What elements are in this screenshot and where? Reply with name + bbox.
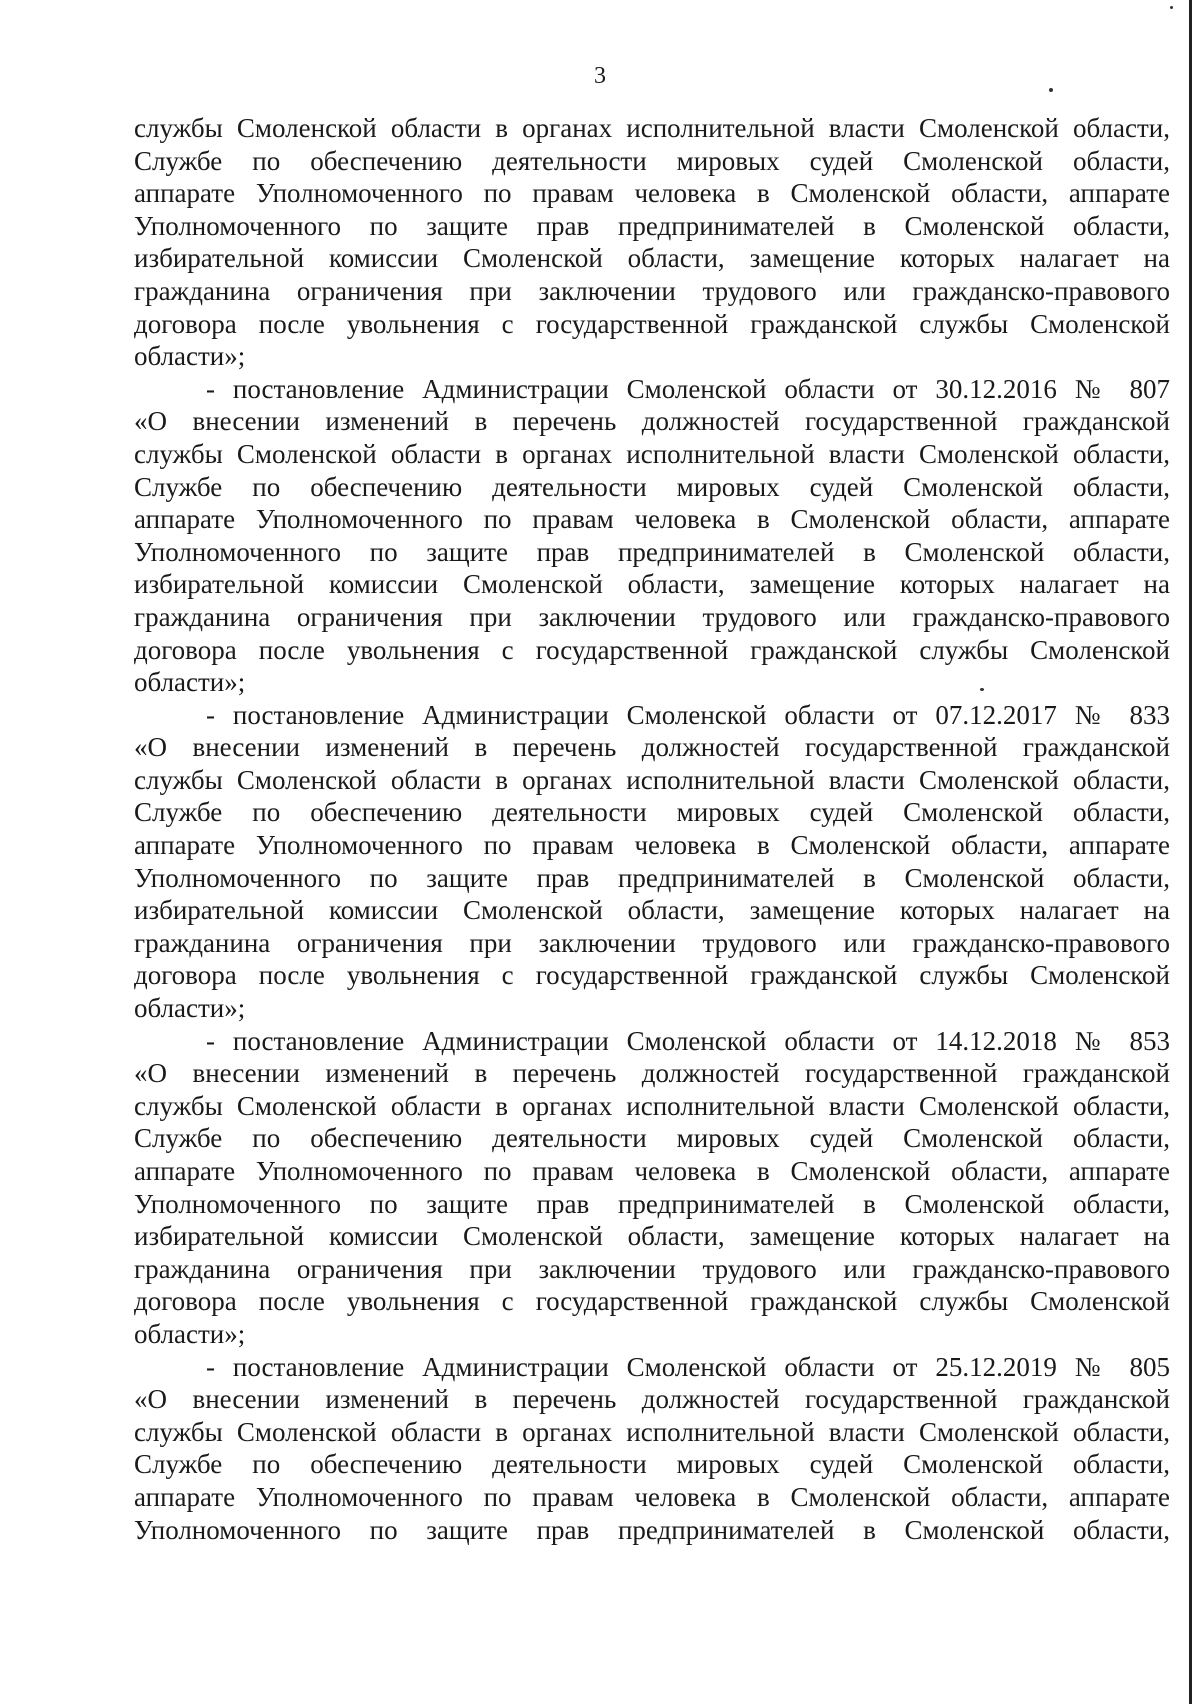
text-line: Уполномоченного по защите прав предпринимателей в Смоленской области,	[134, 210, 1170, 241]
text-line: аппарате Уполномоченного по правам человека в Смоленской области, аппарате	[134, 504, 1170, 535]
text-line: службы Смоленской области в органах исполнительной власти Смоленской области,	[134, 438, 1170, 469]
text-line: гражданина ограничения при заключении трудового или гражданско-правового	[134, 927, 1170, 958]
text-line: аппарате Уполномоченного по правам человека в Смоленской области, аппарате	[134, 830, 1170, 861]
text-line: избирательной комиссии Смоленской области, замещение которых налагает на	[134, 569, 1170, 600]
text-line: аппарате Уполномоченного по правам человека в Смоленской области, аппарате	[134, 1156, 1170, 1186]
text-line: договора после увольнения с государственной гражданской службы Смоленской	[134, 960, 1170, 991]
page-number: 3	[594, 63, 606, 89]
text-line: Службе по обеспечению деятельности мировых судей Смоленской области,	[134, 145, 1170, 176]
text-line: области»;	[134, 667, 246, 698]
text-line: аппарате Уполномоченного по правам человека в Смоленской области, аппарате	[134, 178, 1170, 209]
text-line: гражданина ограничения при заключении трудового или гражданско-правового	[134, 601, 1170, 632]
text-line: Уполномоченного по защите прав предпринимателей в Смоленской области,	[134, 862, 1170, 893]
scan-speck	[1170, 6, 1173, 9]
list-item-start-line: - постановление Администрации Смоленской области от 07.12.2017 № 833	[206, 699, 1170, 730]
text-line: области»;	[134, 993, 246, 1024]
document-body	[134, 112, 1170, 1546]
text-line: Уполномоченного по защите прав предпринимателей в Смоленской области,	[134, 536, 1170, 567]
scan-edge-line	[1189, 0, 1192, 1704]
list-item-start-line: - постановление Администрации Смоленской области от 25.12.2019 № 805	[206, 1351, 1170, 1382]
text-line: договора после увольнения с государственной гражданской службы Смоленской	[134, 308, 1170, 339]
text-line: «О внесении изменений в перечень должностей государственной гражданской	[134, 406, 1170, 437]
text-line: службы Смоленской области в органах исполнительной власти Смоленской области,	[134, 1090, 1170, 1121]
text-line: гражданина ограничения при заключении трудового или гражданско-правового	[134, 1253, 1170, 1284]
list-item-start-line: - постановление Администрации Смоленской области от 30.12.2016 № 807	[206, 373, 1170, 404]
text-line: Службе по обеспечению деятельности мировых судей Смоленской области,	[134, 471, 1170, 502]
text-line: области»;	[134, 1318, 246, 1349]
text-line: гражданина ограничения при заключении трудового или гражданско-правового	[134, 275, 1170, 306]
text-line: Уполномоченного по защите прав предпринимателей в Смоленской области,	[134, 1514, 1170, 1545]
text-line: службы Смоленской области в органах исполнительной власти Смоленской области,	[134, 764, 1170, 795]
text-line: Службе по обеспечению деятельности мировых судей Смоленской области,	[134, 1449, 1170, 1480]
text-line: избирательной комиссии Смоленской области, замещение которых налагает на	[134, 1221, 1170, 1252]
text-line: избирательной комиссии Смоленской области, замещение которых налагает на	[134, 895, 1170, 926]
text-line: Службе по обеспечению деятельности мировых судей Смоленской области,	[134, 797, 1170, 828]
text-line: Уполномоченного по защите прав предпринимателей в Смоленской области,	[134, 1188, 1170, 1219]
text-line: службы Смоленской области в органах исполнительной власти Смоленской области,	[134, 1416, 1170, 1447]
text-line: аппарате Уполномоченного по правам человека в Смоленской области, аппарате	[134, 1481, 1170, 1512]
text-line: службы Смоленской области в органах исполнительной власти Смоленской области,	[134, 113, 1170, 143]
text-line: договора после увольнения с государственной гражданской службы Смоленской	[134, 1286, 1170, 1317]
text-line: «О внесении изменений в перечень должностей государственной гражданской	[134, 732, 1170, 763]
text-line: области»;	[134, 341, 246, 372]
text-line: договора после увольнения с государственной гражданской службы Смоленской	[134, 634, 1170, 665]
text-line: избирательной комиссии Смоленской области, замещение которых налагает на	[134, 243, 1170, 274]
text-line: «О внесении изменений в перечень должностей государственной гражданской	[134, 1384, 1170, 1415]
text-line: Службе по обеспечению деятельности мировых судей Смоленской области,	[134, 1123, 1170, 1154]
list-item-start-line: - постановление Администрации Смоленской области от 14.12.2018 № 853	[206, 1025, 1170, 1056]
text-line: «О внесении изменений в перечень должностей государственной гражданской	[134, 1058, 1170, 1089]
